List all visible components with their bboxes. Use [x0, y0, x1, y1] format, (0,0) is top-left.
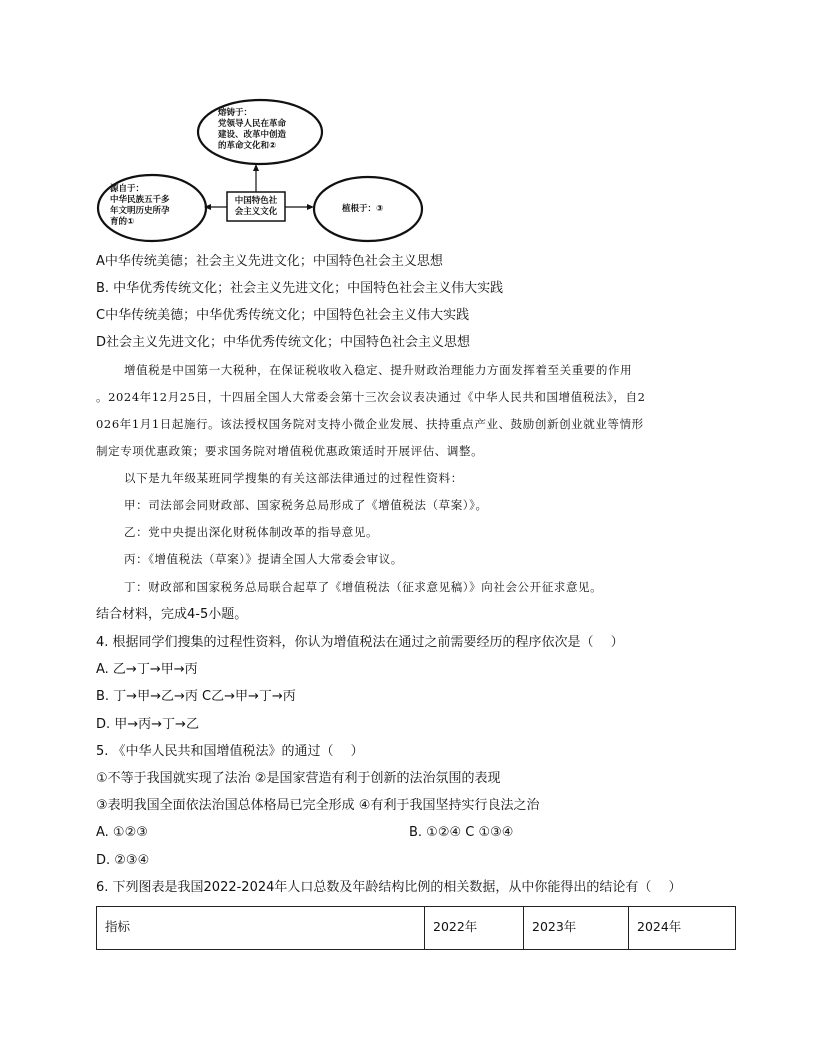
diagram-left-node	[110, 184, 192, 228]
diagram-top-line: 的革命文化和②	[218, 141, 277, 151]
table-header-cell: 2024年	[629, 907, 736, 950]
diagram-top-line: 党领导人民在革命	[218, 119, 287, 129]
material-item-jia: 甲：司法部会同财政部、国家税务总局形成了《增值税法（草案）》。	[124, 498, 488, 512]
q5-option-d: D. ②③④	[96, 853, 150, 868]
diagram-right-node	[342, 204, 402, 215]
diagram-left-line: 年文明历史所孕	[110, 206, 170, 216]
diagram-center-line: 中国特色社	[234, 196, 278, 206]
material-line: 增值税是中国第一大税种，在保证税收收入稳定、提升财政治理能力方面发挥着至关重要的作用	[124, 363, 633, 377]
material-line: 制定专项优惠政策；要求国务院对增值税优惠政策适时开展评估、调整。	[96, 444, 484, 458]
culture-source-diagram	[96, 96, 466, 256]
diagram-left-line: 育的①	[110, 217, 135, 227]
q6-stem: 6. 下列图表是我国2022-2024年人口总数及年龄结构比例的相关数据，从中你能得出的结论有（ ）	[96, 880, 682, 895]
population-table	[96, 906, 736, 950]
diagram-center-node	[228, 196, 284, 218]
q5-option-bc: B. ①②④ C ①③④	[409, 825, 514, 840]
q4-option-a: A. 乙→丁→甲→丙	[96, 662, 198, 677]
material-item-bing: 丙：《增值税法（草案）》提请全国人大常委会审议。	[124, 552, 403, 566]
q5-statements-2: ③表明我国全面依法治国总体格局已完全形成 ④有利于我国坚持实行良法之治	[96, 798, 540, 813]
diagram-top-line: 建设、改革中创造	[218, 130, 287, 140]
q3-option-d: D社会主义先进文化；中华优秀传统文化；中国特色社会主义思想	[96, 335, 471, 350]
diagram-left-line: 中华民族五千多	[110, 195, 170, 205]
q4-option-d: D. 甲→丙→丁→乙	[96, 717, 199, 732]
diagram-center-line: 会主义文化	[234, 207, 278, 217]
q4-stem: 4. 根据同学们搜集的过程性资料，你认为增值税法在通过之前需要经历的程序依次是（ ）	[96, 635, 624, 650]
q3-option-c: C中华传统美德；中华优秀传统文化；中国特色社会主义伟大实践	[96, 308, 470, 323]
q3-option-a: A中华传统美德；社会主义先进文化；中国特色社会主义思想	[96, 254, 443, 269]
q5-statements-1: ①不等于我国就实现了法治 ②是国家营造有利于创新的法治氛围的表现	[96, 771, 501, 786]
material-item-ding: 丁：财政部和国家税务总局联合起草了《增值税法（征求意见稿）》向社会公开征求意见。	[124, 580, 603, 594]
material-intro: 以下是九年级某班同学搜集的有关这部法律通过的过程性资料：	[124, 471, 463, 485]
table-header-cell: 2023年	[524, 907, 629, 950]
diagram-top-node	[218, 108, 308, 152]
diagram-top-line: 熔铸于：	[218, 108, 253, 118]
diagram-left-line: 源自于：	[110, 184, 145, 194]
material-line: 。2024年12月25日，十四届全国人大常委会第十三次会议表决通过《中华人民共和国增值税法》，自2	[96, 390, 646, 404]
table-header-cell: 指标	[97, 907, 425, 950]
q5-stem: 5. 《中华人民共和国增值税法》的通过（ ）	[96, 744, 364, 759]
q3-option-b: B. 中华优秀传统文化；社会主义先进文化；中国特色社会主义伟大实践	[96, 281, 504, 296]
table-header-cell: 2022年	[425, 907, 524, 950]
material-item-yi: 乙：党中央提出深化财税体制改革的指导意见。	[124, 525, 379, 539]
q5-option-a: A. ①②③	[96, 825, 148, 840]
q4-option-bc: B. 丁→甲→乙→丙 C乙→甲→丁→丙	[96, 689, 296, 704]
diagram-right-line: 植根于：③	[342, 204, 384, 214]
material-line: 026年1月1日起施行。该法授权国务院对支持小微企业发展、扶持重点产业、鼓励创新创业就业等情形	[96, 417, 644, 431]
table-row	[97, 907, 736, 950]
lead-text: 结合材料，完成4-5小题。	[96, 607, 248, 622]
